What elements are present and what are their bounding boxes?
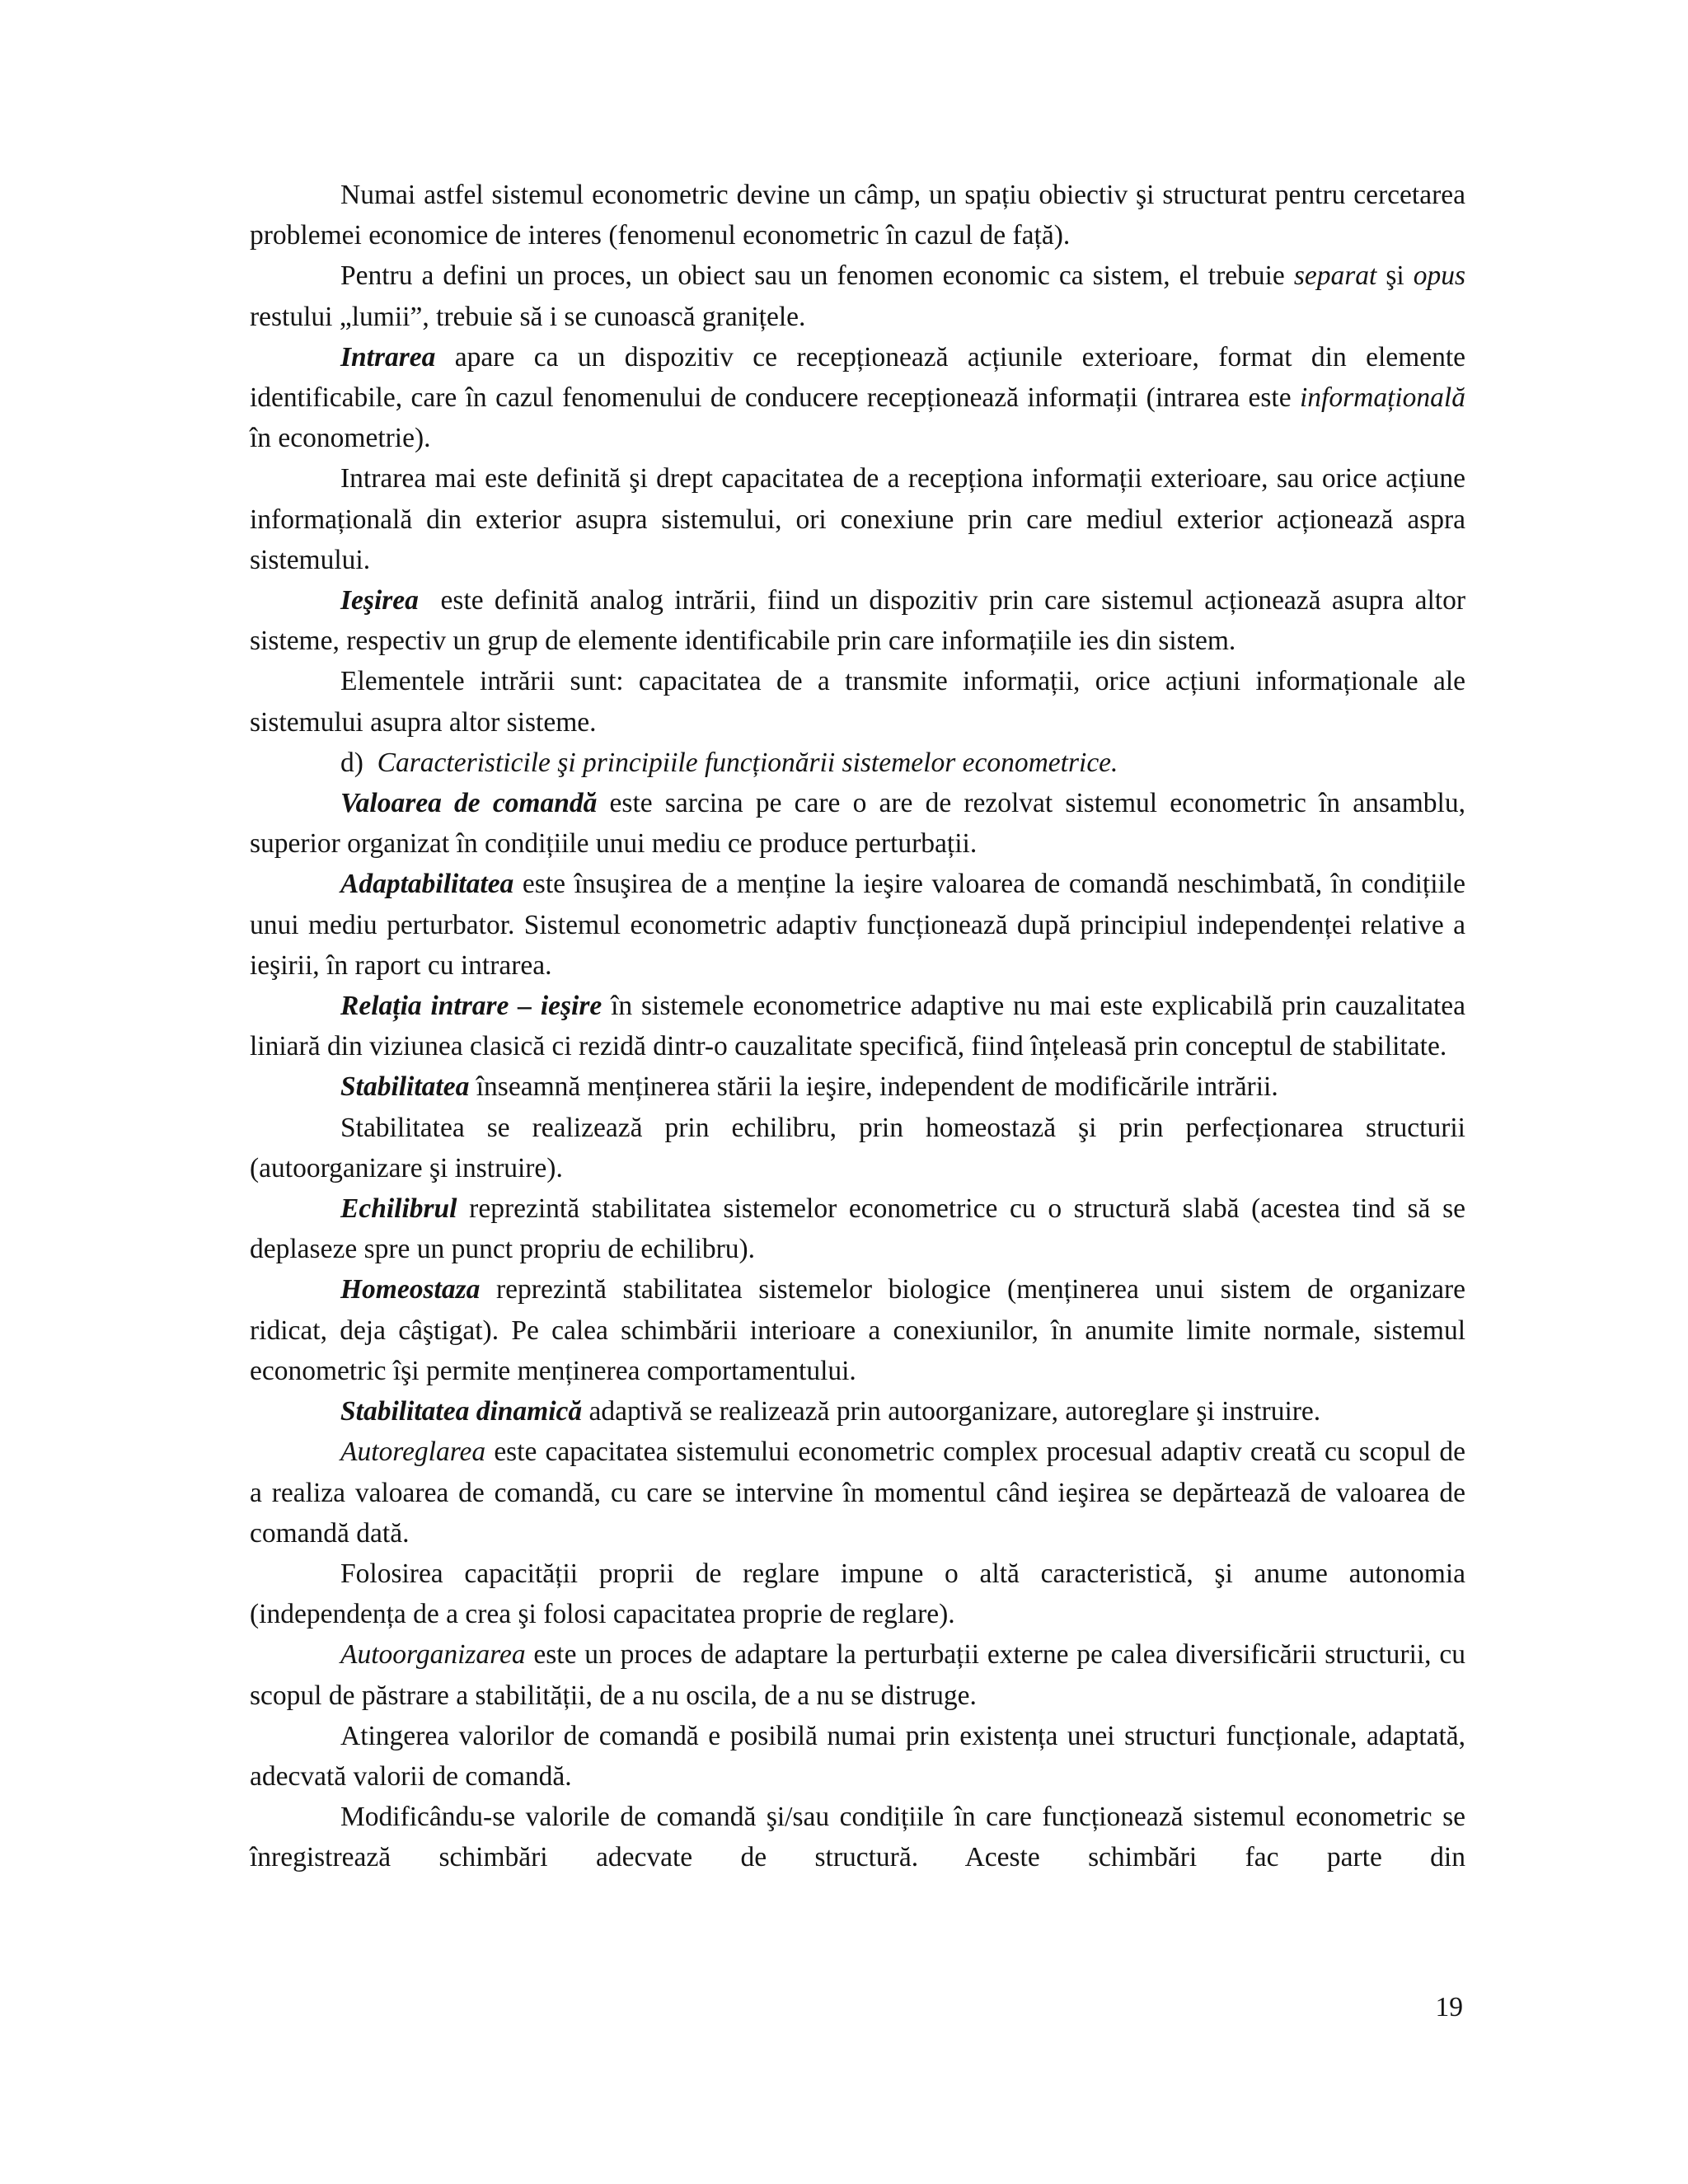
paragraph-text: este însuşirea de a menține la ieşire valoarea de comandă neschimbată, în condițiile unui mediu perturbator. Sistemul econometric adaptiv funcționează după principiul independenței relative a ieşirii, în raport cu intrarea.: [250, 869, 1465, 981]
paragraph-text: Atingerea valorilor de comandă e posibilă numai prin existența unei structuri funcționale, adaptată, adecvată valorii de comandă.: [250, 1720, 1465, 1792]
paragraph: [250, 1432, 1465, 1554]
italic-term: opus: [1413, 260, 1465, 292]
paragraph: [250, 1269, 1465, 1391]
defined-term: Relația intrare – ieşire: [340, 991, 603, 1022]
paragraph-text: restului „lumii”, trebuie să i se cunoască granițele.: [250, 301, 806, 332]
italic-term: Autoorganizarea: [340, 1639, 526, 1671]
defined-term: Stabilitatea dinamică: [340, 1396, 583, 1427]
paragraph-text: este un proces de adaptare la perturbații externe pe calea diversificării structurii, cu scopul de păstrare a stabilității, de a nu oscila, de a nu se distruge.: [250, 1639, 1465, 1711]
defined-term: Intrarea: [340, 341, 436, 373]
paragraph-text: Elementele intrării sunt: capacitatea de a transmite informații, orice acțiuni informaționale ale sistemului asupra altor sisteme.: [250, 666, 1465, 738]
paragraph-text: adaptivă se realizează prin autoorganizare, autoreglare şi instruire.: [582, 1396, 1321, 1427]
paragraph: [250, 1634, 1465, 1715]
paragraph-text: reprezintă stabilitatea sistemelor biologice (menținerea unui sistem de organizare ridicat, deja câştigat). Pe calea schimbării interioare a conexiunilor, în anumite limite normale, sistemul econometric îşi permite menținerea comportamentului.: [250, 1274, 1465, 1386]
page-body: [250, 175, 1473, 1878]
paragraph: [250, 175, 1465, 255]
paragraph-text: este definită analog intrării, fiind un dispozitiv prin care sistemul acționează asupra altor sisteme, respectiv un grup de elemente identificabile prin care informațiile ies din sistem.: [250, 585, 1473, 657]
paragraph: [250, 1066, 1465, 1107]
defined-term: Stabilitatea: [340, 1071, 470, 1103]
defined-term: Adaptabilitatea: [340, 869, 514, 900]
italic-term: informațională: [1299, 382, 1465, 414]
paragraph: [250, 1554, 1465, 1634]
paragraph: [250, 864, 1465, 986]
paragraph: [250, 337, 1465, 459]
page-number: 19: [1435, 1992, 1463, 2022]
paragraph-text: Pentru a defini un proces, un obiect sau un fenomen economic ca sistem, el trebuie: [340, 260, 1294, 292]
paragraph-text: Intrarea mai este definită şi drept capacitatea de a recepționa informații exterioare, sau orice acțiune informațională din exterior asupra sistemului, ori conexiune prin care mediul exterior acționează aspra sistemului.: [250, 463, 1465, 575]
paragraph: [250, 986, 1465, 1066]
paragraph-text: şi: [1376, 260, 1414, 292]
section-label: d): [340, 747, 363, 778]
defined-term: Echilibrul: [340, 1193, 457, 1225]
section-title: Caracteristicile şi principiile funcționării sistemelor econometrice.: [377, 747, 1118, 778]
defined-term: Ieşirea: [340, 585, 419, 616]
paragraph-text: Folosirea capacității proprii de reglare impune o altă caracteristică, şi anume autonomia (independența de a crea şi folosi capacitatea proprie de reglare).: [250, 1558, 1465, 1630]
paragraph-text: reprezintă stabilitatea sistemelor econometrice cu o structură slabă (acestea tind să se deplaseze spre un punct propriu de echilibru).: [250, 1193, 1465, 1265]
paragraph: [250, 458, 1465, 580]
paragraph: [250, 1188, 1465, 1269]
paragraph-text: Stabilitatea se realizează prin echilibru, prin homeostază şi prin perfecționarea structurii (autoorganizare şi instruire).: [250, 1112, 1465, 1183]
italic-term: separat: [1293, 260, 1377, 292]
paragraph: [250, 1108, 1465, 1188]
paragraph: [250, 1797, 1465, 1877]
italic-term: Autoreglarea: [340, 1436, 486, 1468]
paragraph-text: este sarcina pe care o are de rezolvat sistemul econometric în ansamblu, superior organizat în condițiile unui mediu ce produce perturbații.: [250, 788, 1465, 860]
paragraph-text: în sistemele econometrice adaptive nu mai este explicabilă prin cauzalitatea liniară din viziunea clasică ci rezidă dintr-o cauzalitate specifică, fiind înțeleasă prin conceptul de stabilitate.: [250, 991, 1465, 1062]
paragraph: [250, 783, 1465, 864]
paragraph-text: în econometrie).: [250, 423, 431, 454]
paragraph-text: Modificându-se valorile de comandă şi/sau condițiile în care funcționează sistemul econometric se înregistrează schimbări adecvate de structură. Aceste schimbări fac parte din: [250, 1802, 1465, 1873]
paragraph-text: apare ca un dispozitiv ce recepționează acțiunile exterioare, format din elemente identificabile, care în cazul fenomenului de conducere recepționează informații (intrarea este: [250, 341, 1465, 414]
paragraph-text: înseamnă menținerea stării la ieşire, independent de modificările intrării.: [469, 1071, 1278, 1103]
paragraph: [250, 255, 1465, 336]
defined-term: Homeostaza: [340, 1274, 481, 1305]
paragraph: [250, 1716, 1465, 1797]
section-heading: [250, 743, 1465, 783]
paragraph-text: este capacitatea sistemului econometric complex procesual adaptiv creată cu scopul de a realiza valoarea de comandă, cu care se intervine în momentul când ieşirea se depărtează de valoarea de comandă dată.: [250, 1436, 1465, 1549]
paragraph: [250, 580, 1473, 661]
paragraph: [250, 1391, 1465, 1432]
paragraph-text: Numai astfel sistemul econometric devine un câmp, un spațiu obiectiv şi structurat pentru cercetarea problemei economice de interes (fenomenul econometric în cazul de față).: [250, 180, 1465, 251]
defined-term: Valoarea de comandă: [340, 788, 598, 819]
paragraph: [250, 661, 1465, 742]
